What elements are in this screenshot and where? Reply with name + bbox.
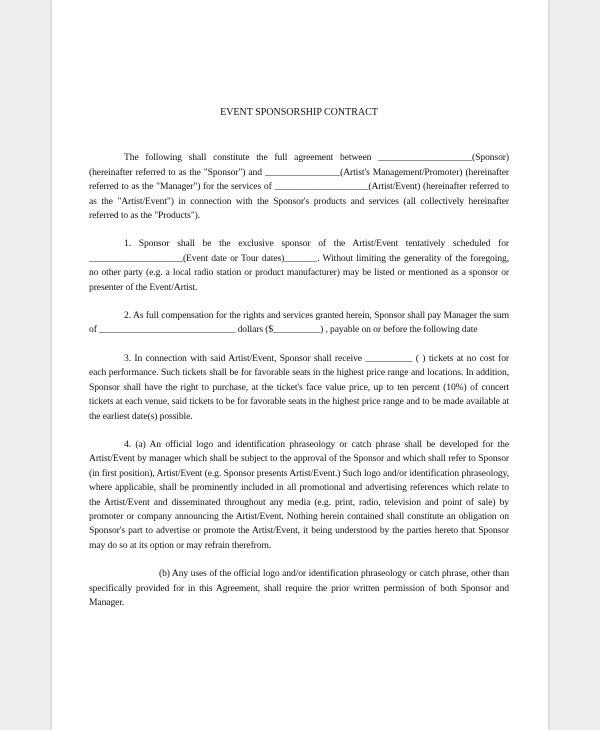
document-page [52,0,548,730]
clause-4a: 4. (a) An official logo and identification phraseology or catch phrase shall be developed for the Artist/Event by manager which shall be subject to the approval of the Sponsor and which shall refer to Sponsor (in first position), Artist/Event (e.g. Sponsor presents Artist/Event.) Such logo and/or identification phraseology, where applicable, shall be prominently included in all promotional and advertising references which relate to the Artist/Event and disseminated throughout any media (e.g. print, radio, television and point of sale) by promoter or company announcing the Artist/Event. Nothing herein contained shall constitute an obligation on Sponsor's part to advertise or promote the Artist/Event, it being understood by the parties hereto that Sponsor may do so at its option or may refrain therefrom. [89,438,509,551]
clause-1: 1. Sponsor shall be the exclusive sponsor of the Artist/Event tentatively scheduled for ____________________(Event date or Tour dates)_______. Without limiting the generality of the foregoing, no other party (e.g. a local radio station or product manufacturer) may be listed or mentioned as a sponsor or presenter of the Event/Artist. [89,238,509,293]
contract-body [89,106,509,622]
clause-2: 2. As full compensation for the rights and services granted herein, Sponsor shall pay Manager the sum of _____________________________ dollars ($__________) , payable on or before the following date [89,310,509,336]
intro-paragraph: The following shall constitute the full agreement between ____________________(Sponsor) (hereinafter referred to as the "Sponsor") and ________________(Artist's Management/Promoter) (hereinafter referred to as the "Manager") for the services of ____________________(Artist/Event) (hereinafter referred to as the "Artist/Event") in connection with the Sponsor's products and services (all collectively hereinafter referred to as the "Products"). [89,152,509,222]
clause-3: 3. In connection with said Artist/Event, Sponsor shall receive __________ ( ) tickets at no cost for each performance. Such tickets shall be for favorable seats in the highest price range and locations. In addition, Sponsor shall have the right to purchase, at the ticket's face value price, up to ten percent (10%) of concert tickets at each venue, said tickets to be for favorable seats in the highest price range and to be made available at the earliest date(s) possible. [89,352,509,422]
document-title: EVENT SPONSORSHIP CONTRACT [220,107,378,118]
clause-4b: (b) Any uses of the official logo and/or identification phraseology or catch phrase, other than specifically provided for in this Agreement, shall require the prior written permission of both Sponsor and Manager. [89,568,509,608]
